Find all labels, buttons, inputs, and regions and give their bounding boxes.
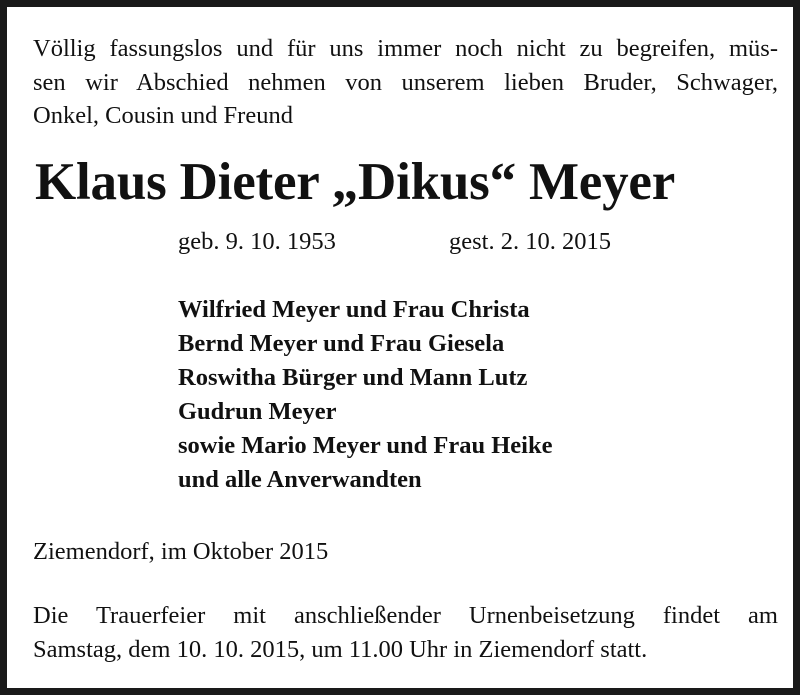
mourner-item: und alle Anverwandten	[178, 466, 422, 493]
mourner-item: Bernd Meyer und Frau Giesela	[178, 330, 505, 357]
deceased-name: Klaus Dieter „Dikus“ Meyer	[35, 153, 676, 211]
funeral-service-info	[33, 599, 778, 666]
death-date: gest. 2. 10. 2015	[449, 228, 611, 255]
place-and-date: Ziemendorf, im Oktober 2015	[33, 538, 329, 565]
intro-line-3: Onkel, Cousin und Freund	[33, 102, 293, 129]
intro-line-2: sen wir Abschied nehmen von unserem lieben Bruder, Schwager,	[33, 68, 778, 96]
mourner-item: Roswitha Bürger und Mann Lutz	[178, 364, 528, 391]
intro-text	[33, 32, 778, 133]
service-line-1: Die Trauerfeier mit anschließender Urnenbeisetzung findet am	[33, 602, 778, 629]
birth-date: geb. 9. 10. 1953	[178, 228, 336, 255]
mourner-item: sowie Mario Meyer und Frau Heike	[178, 432, 553, 459]
service-line-2: Samstag, dem 10. 10. 2015, um 11.00 Uhr in Ziemendorf statt.	[33, 635, 648, 663]
mourners-list	[178, 293, 552, 497]
mourner-item: Gudrun Meyer	[178, 398, 337, 425]
intro-line-1: Völlig fassungslos und für uns immer noch nicht zu begreifen, müs-	[33, 35, 778, 62]
mourner-item: Wilfried Meyer und Frau Christa	[178, 296, 530, 323]
